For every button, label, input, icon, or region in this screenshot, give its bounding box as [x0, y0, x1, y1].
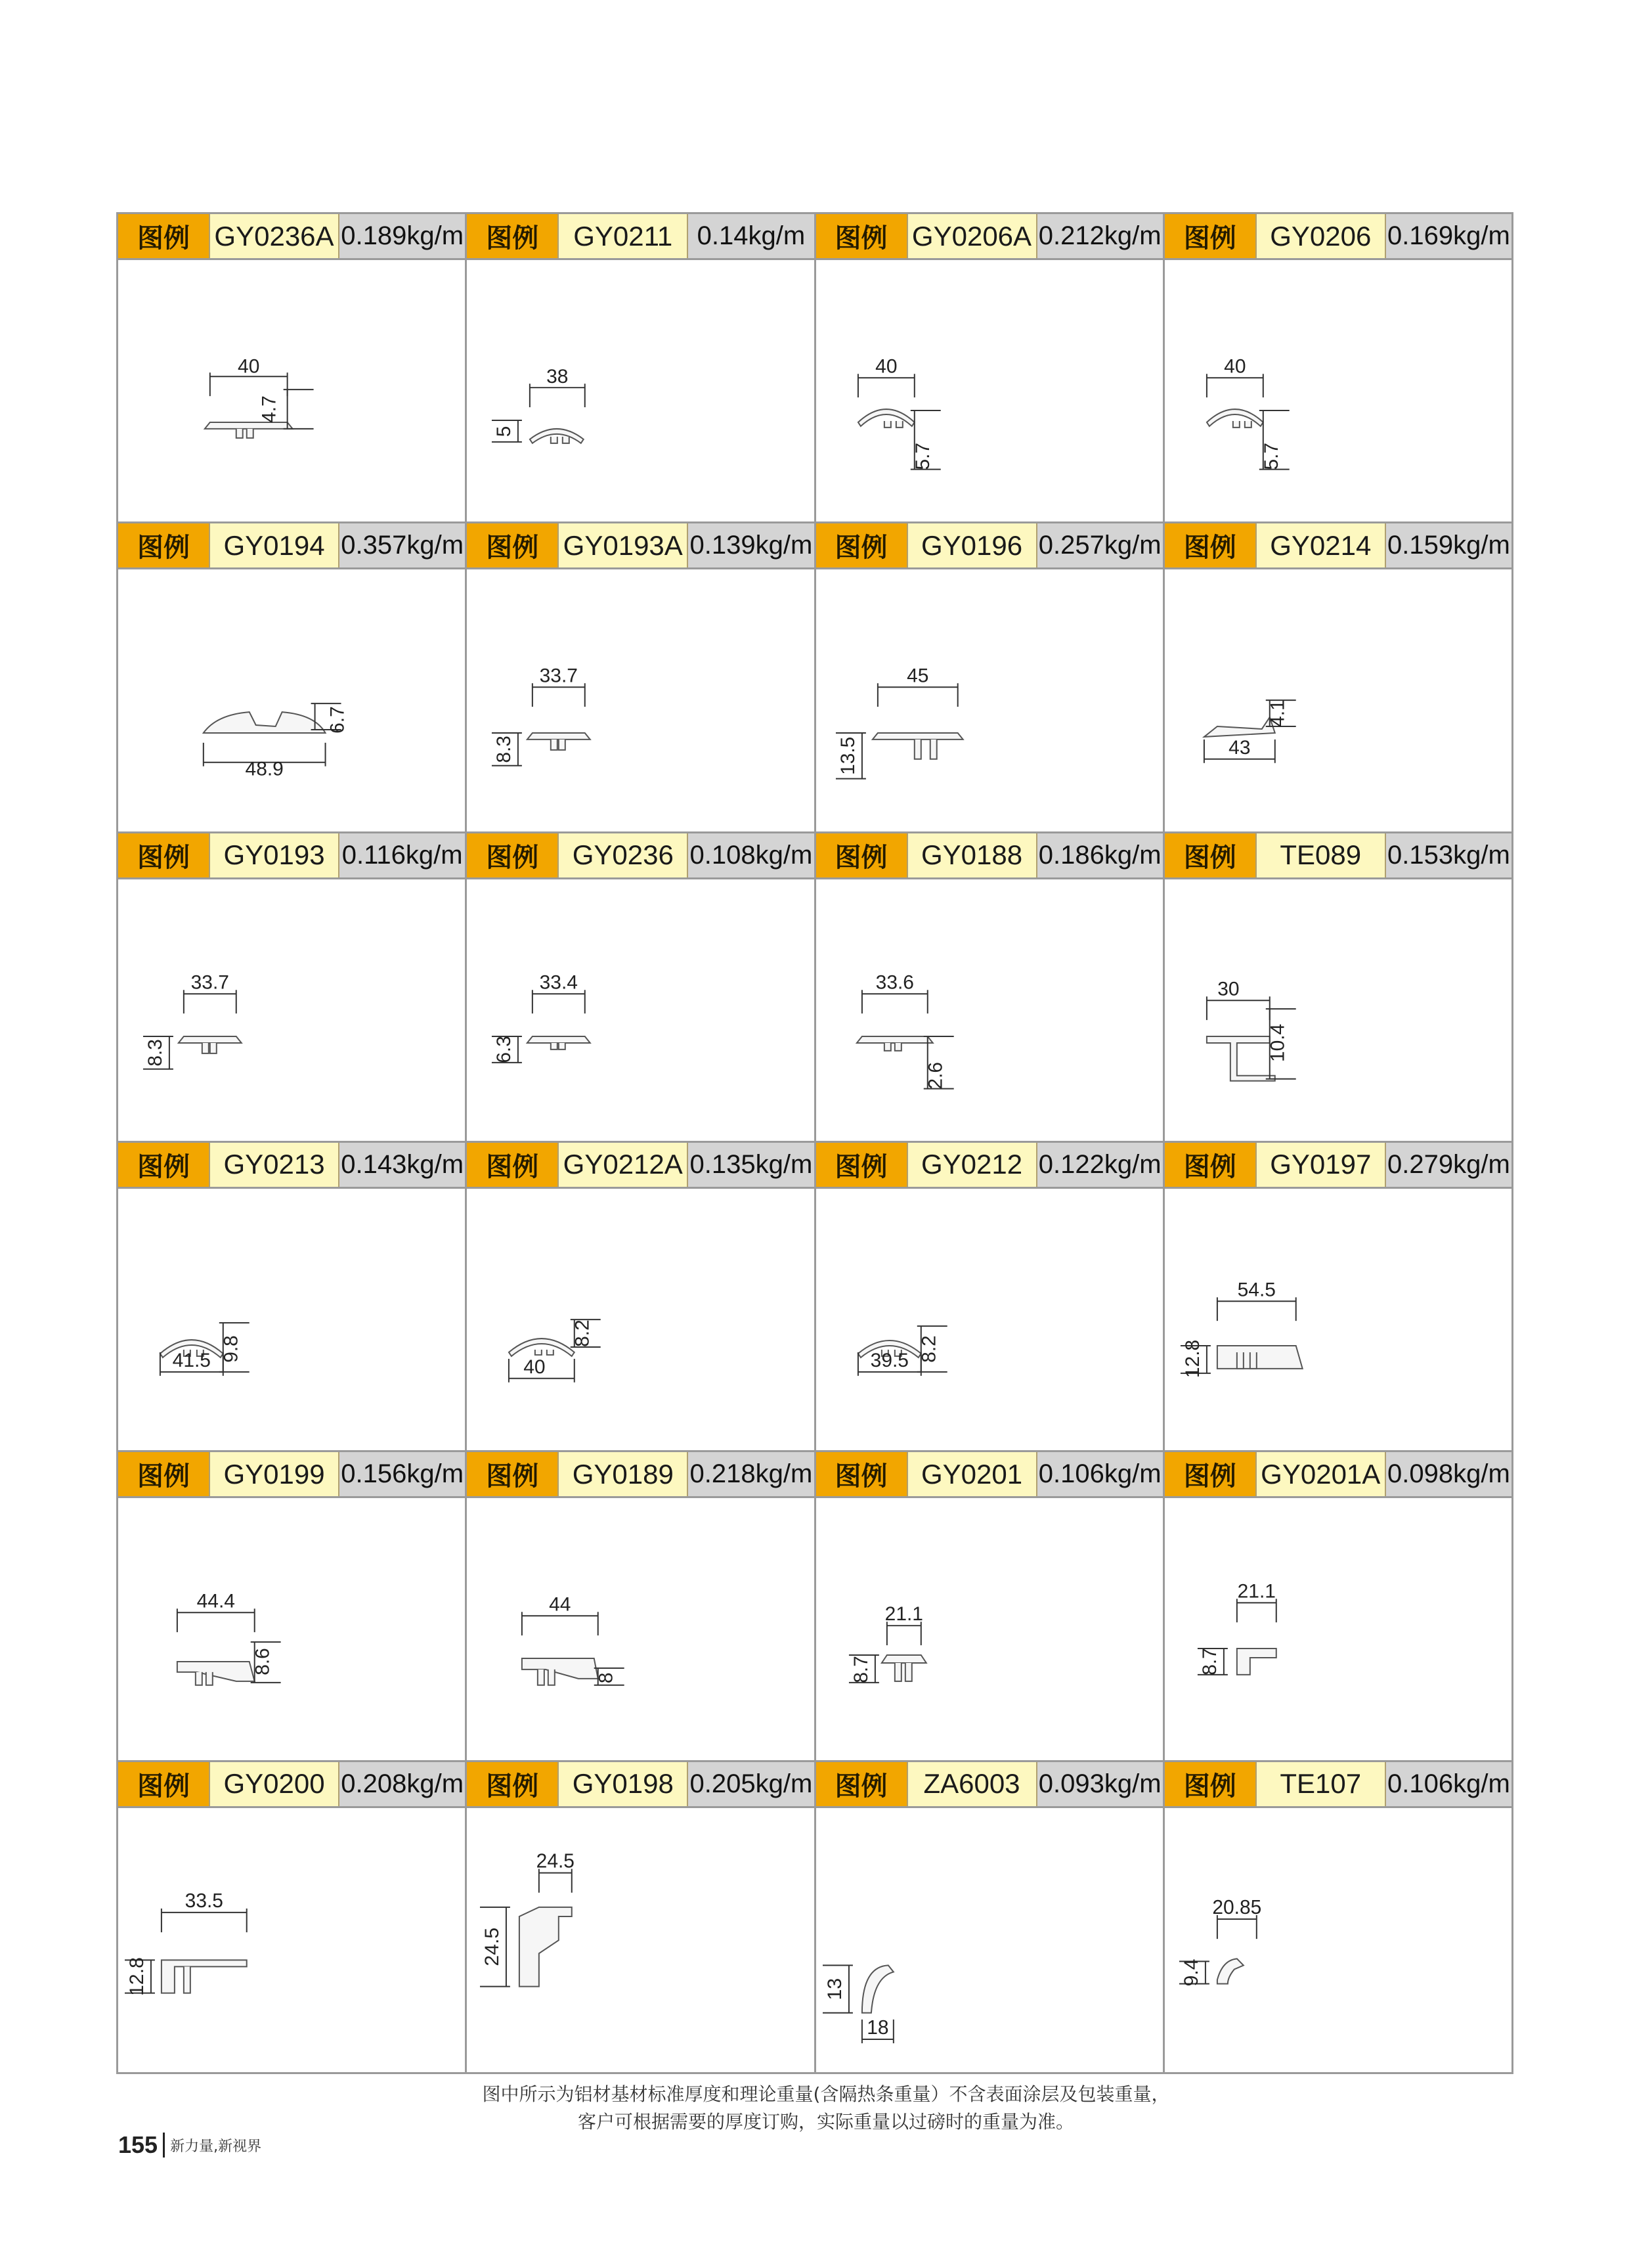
product-row: [118, 523, 1511, 833]
legend-label: 图例: [467, 523, 557, 567]
product-weight: 0.143kg/m: [339, 1143, 465, 1187]
dimension-label: 12.8: [1181, 1339, 1204, 1378]
profile-diagram: [467, 1808, 814, 2072]
profile-diagram: [816, 879, 1163, 1141]
dimension-label: 40: [875, 355, 898, 378]
footnote-line-2: 客户可根据需要的厚度订购，实际重量以过磅时的重量为准。: [577, 2111, 1074, 2133]
legend-label: 图例: [1165, 1143, 1255, 1187]
dimension-label: 33.7: [190, 971, 229, 993]
profile-diagram: [1165, 1189, 1511, 1450]
product-weight: 0.218kg/m: [688, 1452, 814, 1496]
legend-label: 图例: [816, 214, 907, 258]
legend-label: 图例: [118, 1143, 209, 1187]
profile-diagram: [118, 1189, 465, 1450]
profile-diagram: [1165, 879, 1511, 1141]
dimension-label: 33.7: [539, 665, 578, 687]
profile-diagram: [816, 260, 1163, 521]
product-weight: 0.135kg/m: [688, 1143, 814, 1187]
dimension-label: 33.6: [875, 971, 914, 993]
product-row: [118, 1762, 1511, 2072]
profile-diagram: [816, 1189, 1163, 1450]
product-code: GY0198: [557, 1762, 688, 1806]
dimension-label: 33.4: [539, 971, 578, 993]
profile-drawing: [467, 569, 814, 831]
product-row: [118, 214, 1511, 523]
product-weight: 0.108kg/m: [688, 833, 814, 877]
product-card: [467, 1143, 815, 1450]
legend-label: 图例: [816, 833, 907, 877]
product-header: [118, 833, 465, 879]
footnote-line-1: 图中所示为铝材基材标准厚度和理论重量(含隔热条重量）不含表面涂层及包装重量，: [482, 2083, 1170, 2105]
product-header: [467, 1762, 814, 1808]
product-header: [1165, 214, 1511, 260]
legend-label: 图例: [118, 1452, 209, 1496]
product-code: GY0201A: [1255, 1452, 1386, 1496]
product-card: [467, 1452, 815, 1760]
dimension-label: 20.85: [1212, 1896, 1262, 1918]
product-header: [118, 523, 465, 569]
product-card: [1165, 1452, 1511, 1760]
page-divider: [163, 2133, 165, 2158]
profile-diagram: [118, 879, 465, 1141]
product-card: [467, 833, 815, 1141]
dimension-label: 8.7: [1198, 1648, 1221, 1676]
product-header: [467, 1452, 814, 1498]
product-card: [467, 523, 815, 831]
legend-label: 图例: [816, 523, 907, 567]
profile-drawing: [1165, 1498, 1511, 1760]
dimension-label: 2.6: [924, 1061, 947, 1090]
product-weight: 0.098kg/m: [1386, 1452, 1511, 1496]
product-header: [1165, 1762, 1511, 1808]
legend-label: 图例: [467, 833, 557, 877]
product-weight: 0.153kg/m: [1386, 833, 1511, 877]
product-card: [1165, 1762, 1511, 2072]
profile-drawing: [118, 1189, 465, 1450]
dimension-label: 8.2: [918, 1335, 940, 1363]
dimension-label: 40: [1223, 355, 1246, 378]
legend-label: 图例: [467, 1762, 557, 1806]
product-weight: 0.139kg/m: [688, 523, 814, 567]
dimension-label: 30: [1217, 977, 1240, 1000]
legend-label: 图例: [816, 1452, 907, 1496]
product-header: [118, 214, 465, 260]
product-header: [816, 1143, 1163, 1189]
footnote: [0, 2081, 1652, 2136]
legend-label: 图例: [816, 1143, 907, 1187]
dimension-label: 13: [823, 1978, 846, 2001]
dimension-label: 54.5: [1237, 1279, 1276, 1301]
product-card: [816, 214, 1165, 521]
product-header: [1165, 1143, 1511, 1189]
product-code: GY0193A: [557, 523, 688, 567]
product-grid: [116, 212, 1513, 2074]
profile-diagram: [816, 1808, 1163, 2072]
dimension-label: 6.7: [326, 706, 349, 734]
profile-diagram: [1165, 1498, 1511, 1760]
dimension-label: 44: [549, 1593, 571, 1616]
profile-drawing: [1165, 260, 1511, 521]
product-weight: 0.208kg/m: [339, 1762, 465, 1806]
product-code: GY0211: [557, 214, 688, 258]
legend-label: 图例: [1165, 1452, 1255, 1496]
profile-drawing: [1165, 879, 1511, 1141]
product-weight: 0.14kg/m: [688, 214, 814, 258]
product-code: ZA6003: [907, 1762, 1037, 1806]
product-code: GY0196: [907, 523, 1037, 567]
legend-label: 图例: [816, 1762, 907, 1806]
product-code: GY0214: [1255, 523, 1386, 567]
profile-drawing: [467, 1498, 814, 1760]
product-header: [467, 833, 814, 879]
legend-label: 图例: [467, 1143, 557, 1187]
dimension-label: 24.5: [481, 1927, 504, 1966]
product-header: [1165, 833, 1511, 879]
product-header: [467, 523, 814, 569]
product-code: GY0199: [209, 1452, 339, 1496]
product-header: [816, 833, 1163, 879]
profile-drawing: [816, 1189, 1163, 1450]
product-weight: 0.279kg/m: [1386, 1143, 1511, 1187]
product-code: GY0206: [1255, 214, 1386, 258]
product-card: [118, 1143, 467, 1450]
profile-drawing: [816, 879, 1163, 1141]
profile-diagram: [467, 260, 814, 521]
product-card: [118, 833, 467, 1141]
product-code: GY0189: [557, 1452, 688, 1496]
profile-diagram: [816, 1498, 1163, 1760]
product-header: [816, 214, 1163, 260]
dimension-label: 10.4: [1267, 1023, 1289, 1062]
dimension-label: 4.1: [1267, 699, 1289, 728]
profile-diagram: [118, 569, 465, 831]
profile-diagram: [118, 1498, 465, 1760]
product-header: [1165, 523, 1511, 569]
dimension-label: 8: [595, 1672, 617, 1684]
dimension-label: 43: [1228, 737, 1251, 759]
product-code: GY0213: [209, 1143, 339, 1187]
profile-drawing: [1165, 1808, 1511, 2072]
product-card: [816, 523, 1165, 831]
product-row: [118, 833, 1511, 1143]
product-code: GY0212A: [557, 1143, 688, 1187]
product-code: GY0236: [557, 833, 688, 877]
profile-drawing: [118, 569, 465, 831]
profile-diagram: [1165, 1808, 1511, 2072]
legend-label: 图例: [118, 833, 209, 877]
legend-label: 图例: [1165, 214, 1255, 258]
profile-diagram: [467, 1498, 814, 1760]
product-header: [118, 1762, 465, 1808]
product-card: [118, 214, 467, 521]
product-card: [816, 1762, 1165, 2072]
dimension-label: 8.2: [571, 1319, 594, 1347]
dimension-label: 6.3: [493, 1035, 515, 1063]
dimension-label: 18: [866, 2016, 889, 2039]
dimension-label: 40: [523, 1356, 546, 1378]
dimension-label: 21.1: [884, 1603, 923, 1626]
dimension-label: 24.5: [536, 1850, 575, 1872]
product-code: GY0236A: [209, 214, 339, 258]
profile-diagram: [1165, 569, 1511, 831]
product-header: [467, 1143, 814, 1189]
legend-label: 图例: [118, 1762, 209, 1806]
product-card: [467, 1762, 815, 2072]
legend-label: 图例: [118, 523, 209, 567]
product-code: GY0201: [907, 1452, 1037, 1496]
product-weight: 0.257kg/m: [1037, 523, 1163, 567]
product-weight: 0.189kg/m: [339, 214, 465, 258]
legend-label: 图例: [1165, 833, 1255, 877]
product-weight: 0.357kg/m: [339, 523, 465, 567]
product-header: [467, 214, 814, 260]
profile-drawing: [118, 260, 465, 521]
dimension-label: 9.8: [220, 1335, 242, 1363]
dimension-label: 9.4: [1180, 1959, 1202, 1987]
page-footer: [118, 2131, 261, 2159]
product-code: TE107: [1255, 1762, 1386, 1806]
dimension-label: 45: [906, 665, 928, 687]
dimension-label: 48.9: [245, 759, 284, 781]
product-code: GY0194: [209, 523, 339, 567]
product-card: [467, 214, 815, 521]
product-card: [816, 1143, 1165, 1450]
dimension-label: 4.7: [258, 395, 280, 423]
profile-drawing: [816, 569, 1163, 831]
profile-drawing: [467, 1189, 814, 1450]
product-header: [118, 1452, 465, 1498]
product-card: [1165, 833, 1511, 1141]
dimension-label: 33.5: [185, 1890, 223, 1912]
product-weight: 0.169kg/m: [1386, 214, 1511, 258]
product-code: GY0200: [209, 1762, 339, 1806]
product-code: GY0197: [1255, 1143, 1386, 1187]
product-card: [816, 1452, 1165, 1760]
profile-diagram: [1165, 260, 1511, 521]
product-card: [1165, 214, 1511, 521]
product-weight: 0.159kg/m: [1386, 523, 1511, 567]
product-weight: 0.093kg/m: [1037, 1762, 1163, 1806]
dimension-label: 5.7: [911, 442, 934, 470]
product-row: [118, 1452, 1511, 1761]
dimension-label: 13.5: [837, 737, 859, 776]
product-code: GY0212: [907, 1143, 1037, 1187]
dimension-label: 41.5: [172, 1349, 211, 1371]
profile-diagram: [816, 569, 1163, 831]
product-weight: 0.212kg/m: [1037, 214, 1163, 258]
product-code: GY0188: [907, 833, 1037, 877]
profile-drawing: [118, 1498, 465, 1760]
profile-drawing: [118, 1808, 465, 2072]
product-card: [1165, 1143, 1511, 1450]
product-card: [118, 1762, 467, 2072]
dimension-label: 8.7: [850, 1656, 872, 1683]
legend-label: 图例: [467, 1452, 557, 1496]
product-weight: 0.106kg/m: [1386, 1762, 1511, 1806]
product-header: [816, 1452, 1163, 1498]
profile-drawing: [467, 260, 814, 521]
legend-label: 图例: [1165, 523, 1255, 567]
profile-drawing: [118, 879, 465, 1141]
profile-drawing: [816, 1498, 1163, 1760]
product-code: GY0206A: [907, 214, 1037, 258]
product-weight: 0.122kg/m: [1037, 1143, 1163, 1187]
dimension-label: 8.3: [493, 736, 515, 763]
product-header: [1165, 1452, 1511, 1498]
legend-label: 图例: [467, 214, 557, 258]
profile-drawing: [1165, 569, 1511, 831]
dimension-label: 8.6: [251, 1648, 274, 1676]
product-header: [816, 523, 1163, 569]
dimension-label: 40: [238, 355, 260, 378]
product-weight: 0.156kg/m: [339, 1452, 465, 1496]
profile-drawing: [816, 260, 1163, 521]
profile-drawing: [816, 1808, 1163, 2072]
product-card: [1165, 523, 1511, 831]
product-card: [816, 833, 1165, 1141]
product-card: [118, 523, 467, 831]
dimension-label: 12.8: [126, 1957, 148, 1996]
dimension-label: 38: [546, 366, 569, 388]
product-weight: 0.186kg/m: [1037, 833, 1163, 877]
dimension-label: 21.1: [1237, 1580, 1276, 1603]
profile-drawing: [467, 1808, 814, 2072]
dimension-label: 5: [493, 426, 515, 437]
legend-label: 图例: [118, 214, 209, 258]
dimension-label: 44.4: [196, 1590, 235, 1612]
product-code: TE089: [1255, 833, 1386, 877]
legend-label: 图例: [1165, 1762, 1255, 1806]
profile-diagram: [118, 1808, 465, 2072]
dimension-label: 39.5: [870, 1349, 909, 1371]
product-code: GY0193: [209, 833, 339, 877]
dimension-label: 5.7: [1260, 442, 1282, 470]
page-number: 155: [118, 2131, 158, 2158]
slogan: 新力量,新视界: [170, 2138, 262, 2155]
product-weight: 0.116kg/m: [339, 833, 465, 877]
product-header: [816, 1762, 1163, 1808]
profile-drawing: [467, 879, 814, 1141]
product-row: [118, 1143, 1511, 1452]
profile-diagram: [467, 879, 814, 1141]
product-header: [118, 1143, 465, 1189]
profile-diagram: [467, 1189, 814, 1450]
product-card: [118, 1452, 467, 1760]
profile-drawing: [1165, 1189, 1511, 1450]
dimension-label: 8.3: [144, 1038, 166, 1067]
profile-diagram: [118, 260, 465, 521]
profile-diagram: [467, 569, 814, 831]
product-weight: 0.106kg/m: [1037, 1452, 1163, 1496]
product-weight: 0.205kg/m: [688, 1762, 814, 1806]
